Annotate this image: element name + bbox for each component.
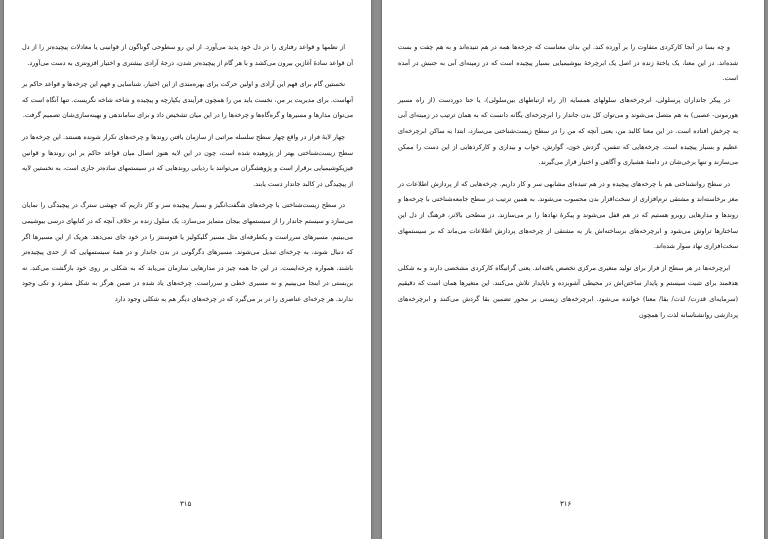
page-number: ۳۱۶: [560, 500, 572, 508]
page-body-text: [398, 40, 738, 329]
page-body-text: [22, 40, 353, 314]
paragraph: در سطح روانشناختی هم با چرخه‌های پیچیده و در هم تنیده‌ای مشابهی سر و کار داریم. چرخه‌هایی که از پردازش اطلاعات در مغز برخاسته‌اند و مشتقی نرم‌افزاری از سخت‌افزار بدن محسوب می‌شوند. به همین ترتیب در سطح جامعه‌شناختی با چرخه‌ها و روندها و مدارهایی روبرو هستیم که در هم قفل می‌شوند و پیکرهٔ نهادها را بر می‌سازند. در سطحی بالاتر، فرهنگ از دل این ساختارها تراوش می‌شود و ابرچرخه‌های برساخته‌اش باز به مشتقی از چرخه‌های پردازش اطلاعات می‌ماند که بر سیستمهای سخت‌افزاری نهاد سوار شده‌اند.: [398, 179, 738, 251]
book-page-left: [4, 0, 371, 539]
paragraph: و چه بسا در آنجا کارکردی متفاوت را بر آورده کند. این بدان معناست که چرخه‌ها همه در هم تنیده‌اند و به هم چفت و بست شده‌اند. در این معنا، یک یاختهٔ زنده در اصل یک ابرچرخهٔ بیوشیمیایی بسیار پیچیده است که در زمینه‌ای آبی به جنبش در آمده است.: [398, 43, 738, 83]
paragraph: در پیکر جانداران پرسلولی، ابرچرخه‌های سلولهای همسایه (از راه ارتباطهای بین‌سلولی)، یا حتا دوردست (از راه مسیر هورمونی- عصبی) به هم متصل می‌شوند و می‌توان کل بدن جاندار را ابرچرخه‌ای یگانه دانست که به همان ترتیب در زمینه‌ای آبی به چرخش افتاده است. در این معنا کالبد من، یعنی آنچه که من را در سطح زیست‌شناختی می‌سازد، ابتدا به ساکن ابرچرخه‌ای عظیم و بسیار پیچیده است. چرخه‌هایی که تنفس، گردش خون، گوارش، خواب و بیداری و کارکردهایی از این دست را ممکن می‌سازند و تنها برخی‌شان در دامنهٔ هشیاری و آگاهی و اختیار قرار می‌گیرند.: [398, 95, 738, 167]
paragraph: در سطح زیست‌شناختی با چرخه‌های شگفت‌انگیز و بسیار پیچیده سر و کار داریم که جهشی سترگ در پیچیدگی را نمایان می‌سازد و سیستم جاندار را از سیستمهای بیجان متمایز می‌سازد. یک سلول زنده بر خلاف آنچه که در کتابهای درسی بیوشیمی می‌بینیم، مسیرهای سرراست و یکطرفه‌ای مثل مسیر گلیکولیز یا فتوسنتز را در خود جای نمی‌دهد. هریک از این مسیرها اگر که دنبال شوند، به چرخه‌ای تبدیل می‌شوند. مسیرهای دگرگونی در بدن جاندار و در همهٔ سیستمهایی که از حدی پیچیده‌تر باشند، همواره چرخه‌ایست. در این جا همه چیز در مدارهایی سازمان می‌یابد که به شکلی بر روی خود بازگشت می‌کند. نه بن‌بستی در اینجا می‌بینیم و نه مسیری خطی و سرراست. چرخه‌های یاد شده در ضمن هرگز به شکل منفرد و تکی وجود ندارند. هر چرخه‌ای عناصری را در بر می‌گیرد که در چرخه‌های دیگر هم به شکلی وجود دارد: [22, 201, 353, 303]
paragraph: ابرچرخه‌ها در هر سطح از فراز برای تولید متغیری مرکزی تخصص یافته‌اند. یعنی گرانیگاه کارکردی مشخصی دارند و به شکلی هدفمند برای تثبیت سیستم و پایدار ساختن‌اش در محیطی آشوبزده و ناپایدار تلاش می‌کنند. این متغیرها همان است که دقیقیم (سرمایه‌ای قدرت/ لذت/ بقا/ معنا) خوانده می‌شود. ابرچرخه‌های زیستی بر محور تضمین بقا گردش می‌کنند و ابرچرخه‌های پردازشی روانشناسانه لذت را همچون: [398, 263, 739, 319]
book-page-right: [382, 0, 764, 539]
paragraph: نخستین گام برای فهم این آزادی و اولین حرکت برای بهره‌مندی از این اختیار، شناسایی و فهم این چرخه‌ها و قواعد حاکم بر آنهاست. برای مدیریت بر من، نخست باید من را همچون فرآیندی یکپارچه و پیچیده و شاخه شاخه نگریست. تنها آنگاه است که می‌توان مدارها و مسیرها و گره‌گاه‌ها و چرخه‌ها را در این میان تشخیص داد و برای ساماندهی و بهینه‌سازی‌شان تصمیم گرفت.: [22, 80, 353, 120]
paragraph: از نظمها و قواعد رفتاری را در دل خود پدید می‌آورد. از این رو سطوحی گوناگون از قوانینی یا معادلات پیچیده‌تر را از دل آن قواعد سادهٔ آغازین بیرون می‌کشد و با هر گام از پیچیده‌تر شدن، درجهٔ آزادی بیشتری و اختیار افزونتری به دست می‌آورد.: [22, 43, 353, 67]
page-number: ۳۱۵: [180, 500, 192, 508]
paragraph: چهار لایهٔ فراز در واقع چهار سطح سلسله مراتبی از سازمان یافتن روندها و چرخه‌های تکرار شونده هستند. این چرخه‌ها در سطح زیست‌شناختی بهتر از پژوهیده شده است، چون در این لایه هنوز اتصال میان قواعد حاکم بر این روندها و قوانین فیزیکوشیمیایی برقرار است و پژوهشگران می‌توانند با ردیابی روندهایی که در سیستمهای ساده‌تر جاری است، به نخستین لایه از پیچیدگی در کالبد جاندار دست یابند.: [22, 132, 353, 188]
